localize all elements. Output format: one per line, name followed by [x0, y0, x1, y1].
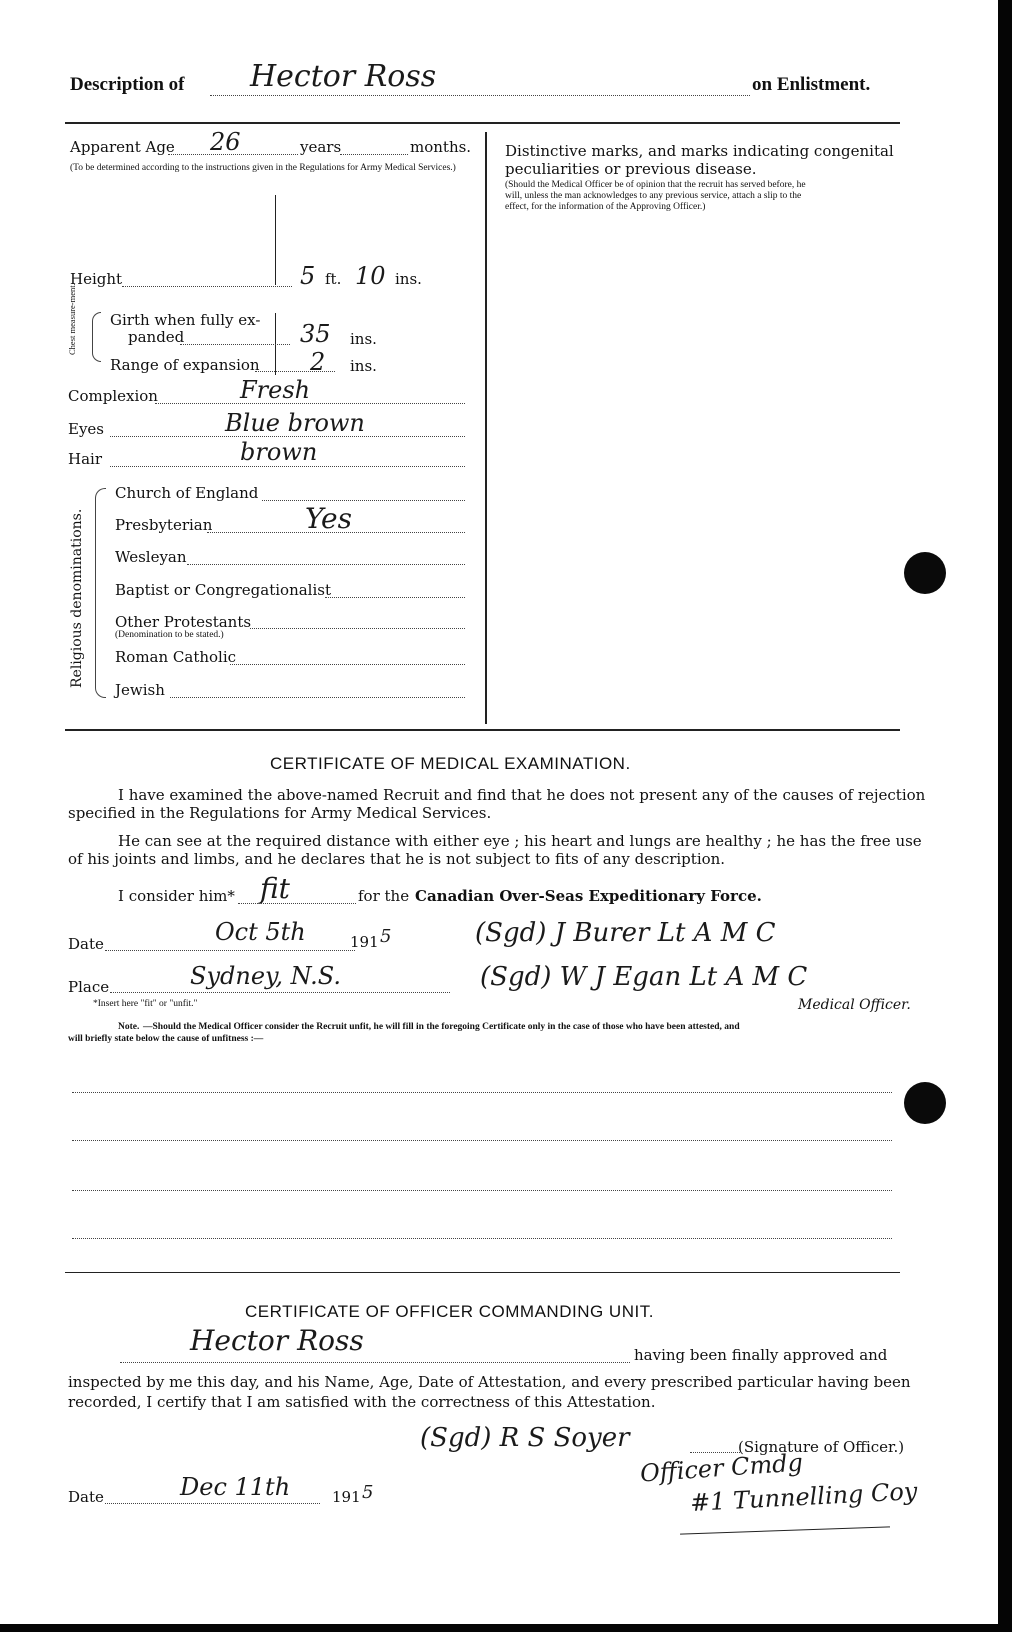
presbyterian-label: Presbyterian: [115, 516, 213, 534]
girth-line: [180, 344, 290, 345]
unfitness-line-1: [72, 1092, 892, 1093]
signature-of-officer-label: (Signature of Officer.): [738, 1438, 905, 1456]
commanding-name-line: [120, 1362, 630, 1363]
officer-title-2: #1 Tunnelling Coy: [689, 1477, 919, 1517]
eyes-value: Blue brown: [225, 409, 365, 437]
medical-officer-label: Medical Officer.: [798, 997, 911, 1013]
scan-edge-right: [998, 0, 1012, 1632]
girth-ins-label: ins.: [350, 330, 377, 348]
commanding-year-value: 5: [362, 1482, 374, 1503]
insert-note: *Insert here "fit" or "unfit.": [93, 999, 198, 1009]
religion-bracket: [95, 488, 106, 698]
medical-place-line: [110, 992, 450, 993]
church-of-england-label: Church of England: [115, 484, 259, 502]
commanding-year-prefix: 191: [332, 1488, 361, 1506]
months-line: [340, 154, 408, 155]
feet-label: ft.: [325, 270, 342, 288]
for-the-label: for the: [358, 887, 410, 905]
baptist-line: [325, 597, 465, 598]
apparent-age-label: Apparent Age: [70, 138, 175, 156]
eyes-label: Eyes: [68, 420, 104, 438]
medical-note-line-1: (Should the Medical Officer be of opinion that the recruit has served before, he: [505, 180, 806, 190]
fit-value: fit: [260, 872, 290, 905]
range-ins-label: ins.: [350, 357, 377, 375]
officer-title-1: Officer Cmdg: [639, 1448, 804, 1488]
complexion-line: [155, 403, 465, 404]
range-label: Range of expansion: [110, 356, 260, 374]
height-inches-value: 10: [355, 262, 386, 290]
on-enlistment-label: on Enlistment.: [752, 74, 871, 95]
approved-text: having been finally approved and: [634, 1346, 888, 1364]
girth-label-2: panded: [128, 328, 185, 346]
header-rule: [65, 122, 900, 124]
medical-place-label: Place: [68, 978, 110, 996]
note-text-2: will briefly state below the cause of unfitness :—: [68, 1034, 264, 1044]
punch-hole-upper: [904, 552, 946, 594]
commanding-date-line: [105, 1503, 320, 1504]
distinctive-marks-line-2: peculiarities or previous disease.: [505, 160, 757, 178]
chest-bracket: [92, 312, 101, 362]
years-label: years: [300, 138, 342, 156]
medical-para2-line1: He can see at the required distance with either eye ; his heart and lungs are healthy ; he has the free use: [118, 832, 922, 850]
unfitness-line-2: [72, 1140, 892, 1141]
left-inner-divider: [275, 195, 276, 285]
age-note: (To be determined according to the instructions given in the Regulations for Army Medical Services.): [70, 163, 456, 173]
church-of-england-line: [262, 500, 465, 501]
unfitness-line-4: [72, 1238, 892, 1239]
commanding-line-3: recorded, I certify that I am satisfied with the correctness of this Attestation.: [68, 1393, 656, 1411]
commanding-signature: (Sgd) R S Soyer: [420, 1423, 630, 1453]
inches-label: ins.: [395, 270, 422, 288]
medical-signature-1: (Sgd) J Burer Lt A M C: [475, 918, 776, 948]
medical-date-label: Date: [68, 935, 104, 953]
religious-denominations-label: Religious denominations.: [69, 508, 85, 688]
description-of-label: Description of: [70, 74, 185, 95]
note-label: Note.: [118, 1022, 140, 1032]
apparent-age-value: 26: [210, 128, 241, 156]
commanding-line-2: inspected by me this day, and his Name, Age, Date of Attestation, and every prescribed particular having been: [68, 1373, 911, 1391]
column-divider: [485, 132, 487, 724]
girth-label-1: Girth when fully ex-: [110, 311, 261, 329]
roman-catholic-label: Roman Catholic: [115, 648, 237, 666]
medical-para2-line2: of his joints and limbs, and he declares that he is not subject to fits of any description.: [68, 850, 726, 868]
commanding-recruit-name: Hector Ross: [190, 1324, 364, 1357]
recruit-name: Hector Ross: [250, 59, 437, 94]
consider-label: I consider him*: [118, 887, 235, 905]
commanding-date-value: Dec 11th: [180, 1473, 291, 1501]
height-label: Height: [70, 270, 123, 288]
chest-measurement-label: Chest measure-ment.: [67, 283, 77, 355]
medical-note-line-2: will, unless the man acknowledges to any previous service, attach a slip to the: [505, 191, 802, 201]
medical-signature-2: (Sgd) W J Egan Lt A M C: [480, 962, 808, 992]
section-rule: [65, 729, 900, 731]
wesleyan-label: Wesleyan: [115, 548, 187, 566]
jewish-label: Jewish: [115, 681, 165, 699]
medical-year-value: 5: [380, 926, 392, 947]
hair-value: brown: [240, 438, 318, 466]
section-rule-2: [65, 1272, 900, 1273]
height-line: [122, 286, 292, 287]
complexion-label: Complexion: [68, 387, 158, 405]
height-feet-value: 5: [300, 262, 316, 290]
note-text-1: —Should the Medical Officer consider the Recruit unfit, he will fill in the foregoing Certificate only in the case of those who have been attested, and: [143, 1022, 740, 1032]
commanding-date-label: Date: [68, 1488, 104, 1506]
complexion-value: Fresh: [240, 376, 311, 404]
hair-label: Hair: [68, 450, 102, 468]
medical-certificate-title: CERTIFICATE OF MEDICAL EXAMINATION.: [270, 754, 631, 773]
range-value: 2: [310, 348, 326, 376]
presbyterian-value: Yes: [305, 502, 352, 535]
medical-date-value: Oct 5th: [215, 918, 306, 946]
punch-hole-lower: [904, 1082, 946, 1124]
other-protestants-label: Other Protestants: [115, 613, 252, 631]
roman-catholic-line: [230, 664, 465, 665]
medical-para1-line1: I have examined the above-named Recruit and find that he does not present any of the causes of rejection: [118, 786, 926, 804]
medical-para1-line2: specified in the Regulations for Army Medical Services.: [68, 804, 492, 822]
denomination-note: (Denomination to be stated.): [115, 630, 224, 640]
medical-place-value: Sydney, N.S.: [190, 962, 341, 990]
medical-year-prefix: 191: [350, 933, 379, 951]
wesleyan-line: [187, 564, 465, 565]
name-line: [210, 95, 750, 96]
other-protestants-line: [250, 628, 465, 629]
unfitness-line-3: [72, 1190, 892, 1191]
fit-line: [238, 903, 356, 904]
distinctive-marks-line-1: Distinctive marks, and marks indicating congenital: [505, 142, 894, 160]
age-line: [168, 154, 298, 155]
officer-underline: [680, 1526, 890, 1534]
scan-edge-bottom: [0, 1624, 1012, 1632]
medical-note-line-3: effect, for the information of the Approving Officer.): [505, 202, 706, 212]
commanding-certificate-title: CERTIFICATE OF OFFICER COMMANDING UNIT.: [245, 1302, 654, 1321]
months-label: months.: [410, 138, 472, 156]
baptist-label: Baptist or Congregationalist: [115, 581, 331, 599]
force-name: Canadian Over-Seas Expeditionary Force.: [415, 887, 762, 905]
medical-date-line: [105, 950, 355, 951]
hair-line: [110, 466, 465, 467]
jewish-line: [170, 697, 465, 698]
girth-value: 35: [300, 320, 331, 348]
